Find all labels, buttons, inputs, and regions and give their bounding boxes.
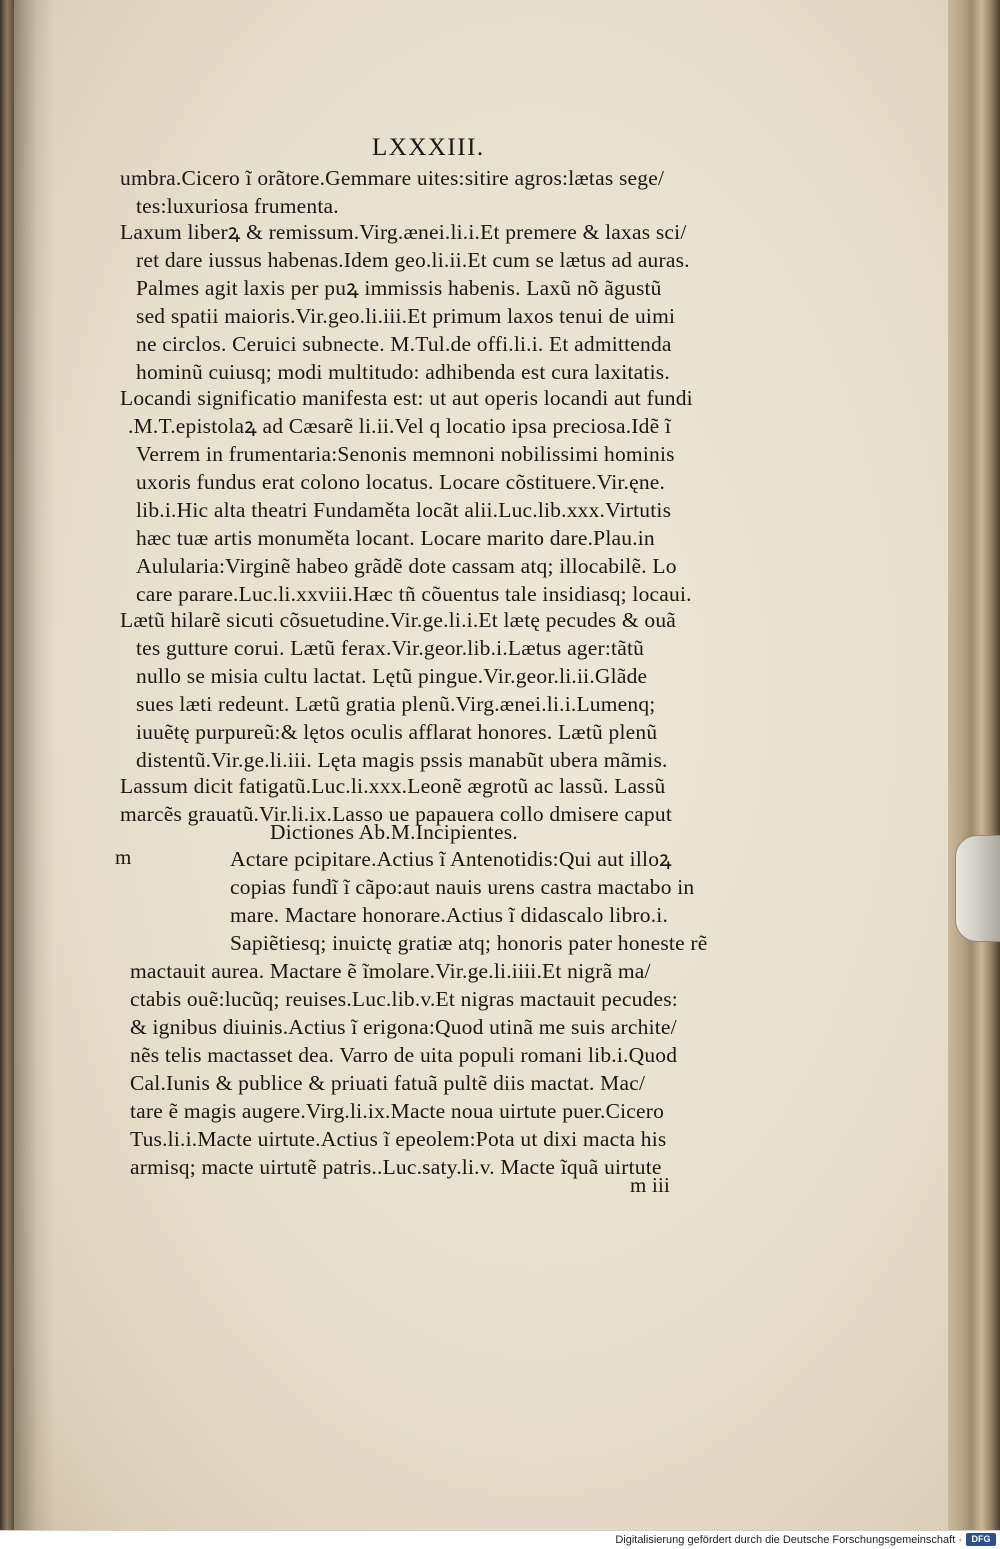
text-line: sed spatii maioris.Vir.geo.li.iii.Et primum laxos tenui de uimi	[136, 304, 676, 328]
text-line: Laxum liberꝝ & remissum.Virg.ænei.li.i.Et premere & laxas sci/	[120, 220, 687, 244]
text-line: marcẽs grauatũ.Vir.li.ix.Lasso ue papauera collo dmisere caput	[120, 802, 672, 826]
footer-bar	[0, 1530, 1000, 1549]
text-line: Palmes agit laxis per puꝝ immissis habenis. Laxũ nõ ãgustũ	[136, 276, 662, 300]
page-number: LXXXIII.	[372, 134, 485, 161]
text-line: Lassum dicit fatigatũ.Luc.li.xxx.Leonẽ ægrotũ ac lassũ. Lassũ	[120, 774, 666, 798]
footer-credit: Digitalisierung gefördert durch die Deutsche Forschungsgemeinschaft ·	[615, 1534, 962, 1546]
book-right-edge	[948, 0, 1000, 1530]
text-line: sues læti redeunt. Lætũ gratia plenũ.Virg.ænei.li.i.Lumenq;	[136, 692, 656, 716]
text-line: ctabis ouẽ:lucũq; reuises.Luc.lib.v.Et nigras mactauit pecudes:	[130, 987, 678, 1011]
text-line: Sapiẽtiesq; inuictę gratiæ atq; honoris pater honeste rẽ	[230, 931, 708, 955]
text-line: iuuẽtę purpureũ:& lętos oculis afflarat honores. Lætũ plenũ	[136, 720, 658, 744]
text-line: ret dare iussus habenas.Idem geo.li.ii.Et cum se lætus ad auras.	[136, 248, 690, 272]
text-line: Verrem in frumentaria:Senonis memnoni nobilissimi hominis	[136, 442, 675, 466]
text-line: Locandi significatio manifesta est: ut aut operis locandi aut fundi	[120, 386, 693, 410]
text-line: ne circlos. Ceruici subnecte. M.Tul.de offi.li.i. Et admittenda	[136, 332, 672, 356]
guide-letter: m	[115, 845, 132, 869]
text-line: Actare pcipitare.Actius ĩ Antenotidis:Qui aut illoꝝ	[230, 847, 672, 871]
section-heading: Dictiones Ab.M.Incipientes.	[270, 820, 518, 844]
page-gutter-shadow	[14, 0, 54, 1530]
text-line: uxoris fundus erat colono locatus. Locare cõstituere.Vir.ęne.	[136, 470, 666, 494]
text-line: tes gutture corui. Lætũ ferax.Vir.geor.lib.i.Lætus ager:tãtũ	[136, 636, 645, 660]
text-line: Cal.Iunis & publice & priuati fatuã pultẽ diis mactat. Mac/	[130, 1071, 646, 1095]
text-line: distentũ.Vir.ge.li.iii. Lęta magis pssis manabũt ubera mãmis.	[136, 748, 668, 772]
text-line: nẽs telis mactasset dea. Varro de uita populi romani lib.i.Quod	[130, 1043, 678, 1067]
text-line: mactauit aurea. Mactare ẽ ĩmolare.Vir.ge.li.iiii.Et nigrã ma/	[130, 959, 651, 983]
text-line: nullo se misia cultu lactat. Lętũ pingue.Vir.geor.li.ii.Glãde	[136, 664, 648, 688]
text-line: .M.T.epistolaꝝ ad Cæsarẽ li.ii.Vel q locatio ipsa preciosa.Idẽ ĩ	[128, 414, 672, 438]
text-line: & ignibus diuinis.Actius ĩ erigona:Quod utinã me suis archite/	[130, 1015, 677, 1039]
text-line: copias fundĩ ĩ cãpo:aut nauis urens castra mactabo in	[230, 875, 695, 899]
text-line: tes:luxuriosa frumenta.	[136, 194, 339, 218]
text-line: hæc tuæ artis monuměta locant. Locare marito dare.Plau.in	[136, 526, 655, 550]
text-line: Lætũ hilarẽ sicuti cõsuetudine.Vir.ge.li.i.Et lætę pecudes & ouã	[120, 608, 677, 632]
text-line: hominũ cuiusq; modi multitudo: adhibenda est cura laxitatis.	[136, 360, 670, 384]
dfg-logo-icon: DFG	[966, 1533, 996, 1546]
signature-mark: m iii	[630, 1173, 671, 1197]
text-line: lib.i.Hic alta theatri Fundaměta locãt alii.Luc.lib.xxx.Virtutis	[136, 498, 672, 522]
page-clip	[955, 835, 1000, 942]
text-line: Tus.li.i.Macte uirtute.Actius ĩ epeolem:Pota ut dixi macta his	[130, 1127, 667, 1151]
text-line: armisq; macte uirtutẽ patris..Luc.saty.li.v. Macte ĩquã uirtute	[130, 1155, 662, 1179]
text-line: mare. Mactare honorare.Actius ĩ didascalo libro.i.	[230, 903, 669, 927]
text-line: care parare.Luc.li.xxviii.Hæc tñ cõuentus tale insidiasq; locaui.	[136, 582, 692, 606]
text-line: Aulularia:Virginẽ habeo grãdẽ dote cassam atq; illocabilẽ. Lo	[136, 554, 677, 578]
text-line: tare ẽ magis augere.Virg.li.ix.Macte noua uirtute puer.Cicero	[130, 1099, 665, 1123]
text-line: umbra.Cicero ĩ orãtore.Gemmare uites:sitire agros:lætas sege/	[120, 166, 665, 190]
